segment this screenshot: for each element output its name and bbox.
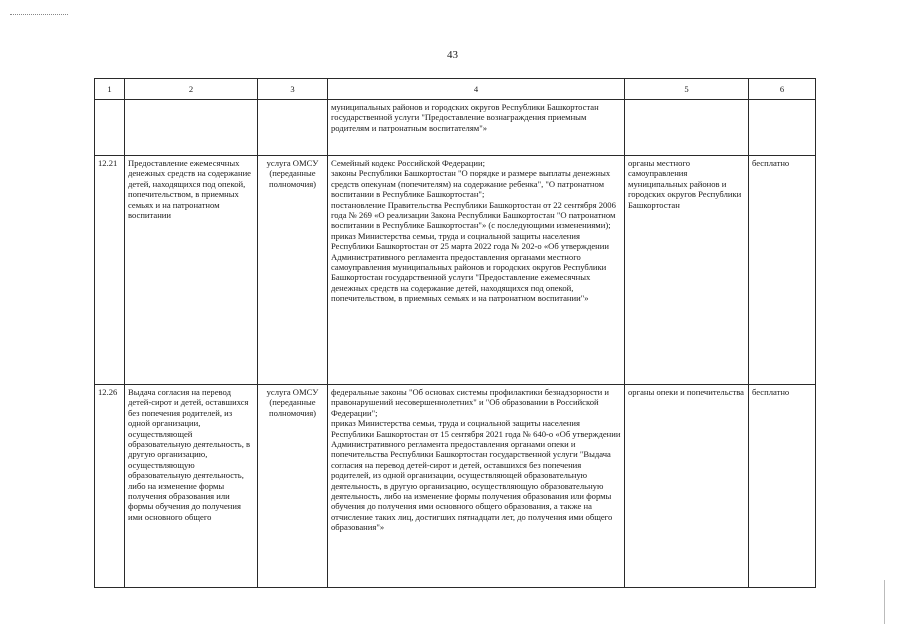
column-header: 5	[625, 79, 749, 100]
legal-basis-cell: федеральные законы "Об основах системы профилактики безнадзорности и правонарушений несовершеннолетних" и "Об образовании в Российской Федерации"; приказ Министерства семьи, труда и социальной защиты населения Республики Башкортостан от 15 сентября 2021 года № 640-о «Об утверждении Административного регламента предоставления органами опеки и попечительства Республики Башкортостан государственной услуги "Выдача согласия на перевод детей-сирот и детей, оставшихся без попечения родителей, из одной организации, осуществляющей образовательную деятельность, в другую организацию, осуществляющую образовательную деятельность, либо на изменение формы получения образования или формы обучения до получения ими основного общего образования, а также на отчисление таких лиц, достигших пятнадцати лет, до получения ими общего образования"»	[328, 385, 625, 588]
service-type-cell: услуга ОМСУ (переданные полномочия)	[258, 385, 328, 588]
row-number-cell: 12.26	[95, 385, 125, 588]
column-header: 2	[125, 79, 258, 100]
fee-cell: бесплатно	[749, 385, 816, 588]
service-name-cell: Предоставление ежемесячных денежных средств на содержание детей, находящихся под опекой, попечительством, в приемных семьях и на патронатном воспитании	[125, 156, 258, 385]
corner-mark	[10, 14, 68, 16]
page-number: 43	[447, 49, 458, 61]
row-number-cell	[95, 100, 125, 156]
table-row	[95, 156, 816, 385]
column-header: 4	[328, 79, 625, 100]
column-header: 1	[95, 79, 125, 100]
service-name-cell	[125, 100, 258, 156]
table-row	[95, 100, 816, 156]
scan-edge-mark	[884, 580, 886, 624]
provider-cell: органы опеки и попечительства	[625, 385, 749, 588]
row-number-cell: 12.21	[95, 156, 125, 385]
table-header-row	[95, 79, 816, 100]
service-type-cell	[258, 100, 328, 156]
legal-basis-cell: муниципальных районов и городских округов Республики Башкортостан государственной услуги "Предоставление вознаграждения приемным родителям и патронатным воспитателям"»	[328, 100, 625, 156]
column-header: 3	[258, 79, 328, 100]
service-name-cell: Выдача согласия на перевод детей-сирот и детей, оставшихся без попечения родителей, из одной организации, осуществляющей образовательную деятельность, в другую организацию, осуществляющую образовательную деятельность, либо на изменение формы получения образования или формы обучения до получения ими основного общего	[125, 385, 258, 588]
fee-cell	[749, 100, 816, 156]
provider-cell: органы местного самоуправления муниципальных районов и городских округов Республики Башкортостан	[625, 156, 749, 385]
legal-basis-cell: Семейный кодекс Российской Федерации; законы Республики Башкортостан "О порядке и размере выплаты денежных средств опекунам (попечителям) на содержание ребенка", "О патронатном воспитании в Республике Башкортостан"; постановление Правительства Республики Башкортостан от 22 сентября 2006 года № 269 «О реализации Закона Республики Башкортостан "О патронатном воспитании в Республике Башкортостан"» (с последующими изменениями); приказ Министерства семьи, труда и социальной защиты населения Республики Башкортостан от 25 марта 2022 года № 202-о «Об утверждении Административного регламента предоставления органами местного самоуправления муниципальных районов и городских округов Республики Башкортостан государственной услуги "Предоставление ежемесячных денежных средств на содержание детей, находящихся под опекой, попечительством, в приемных семьях и на патронатном воспитании"»	[328, 156, 625, 385]
fee-cell: бесплатно	[749, 156, 816, 385]
table-row	[95, 385, 816, 588]
service-type-cell: услуга ОМСУ (переданные полномочия)	[258, 156, 328, 385]
column-header: 6	[749, 79, 816, 100]
provider-cell	[625, 100, 749, 156]
services-table	[94, 78, 816, 588]
